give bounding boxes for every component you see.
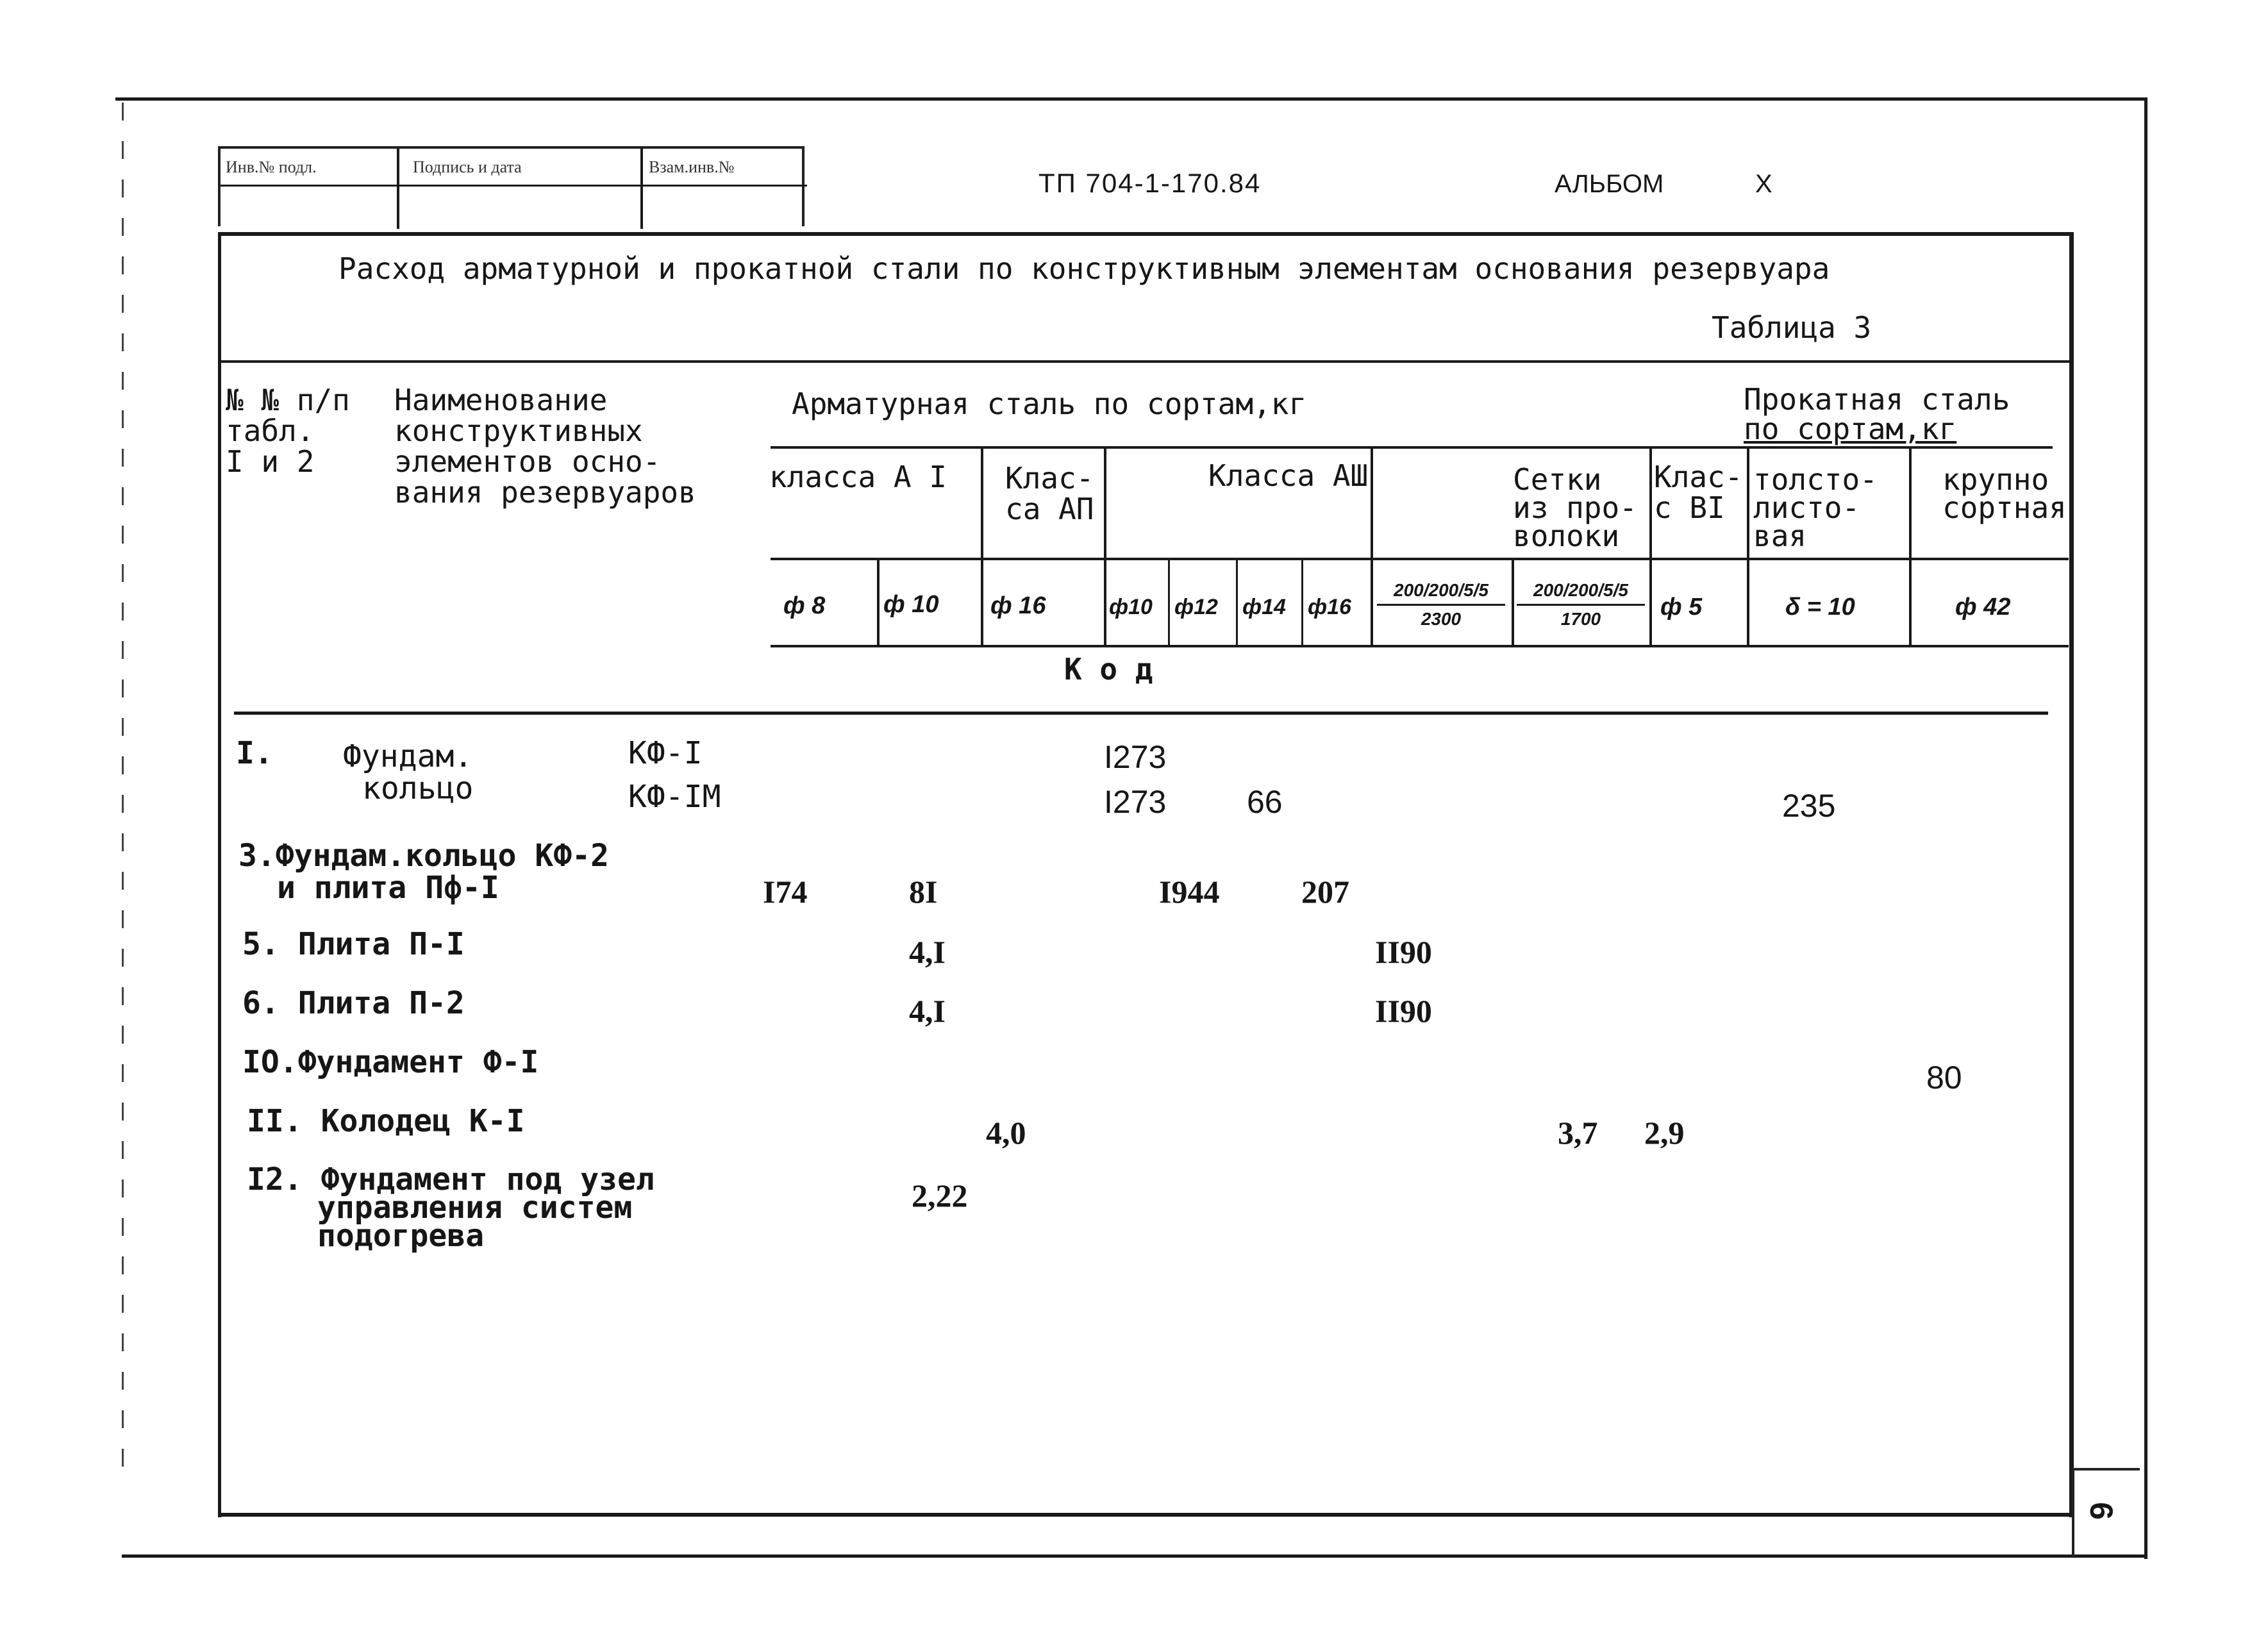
sub-tolsto-10: δ = 10 <box>1785 594 1855 621</box>
row-12-a1-10: 2,22 <box>912 1178 968 1213</box>
header-top-rule <box>221 360 2071 363</box>
body-top-rule <box>234 712 2048 715</box>
table-number-label: Таблица 3 <box>1712 310 1872 345</box>
kod-label: К о д <box>1064 652 1153 687</box>
vline-a1-end <box>981 447 983 647</box>
sheet-top-border <box>115 97 2147 101</box>
row-11-b1: 2,9 <box>1644 1115 1685 1151</box>
row-5-a1-10: 4,I <box>909 934 946 970</box>
frame-left <box>218 232 221 1517</box>
vline-a1-8 <box>877 559 880 647</box>
sheet-right-border <box>2144 97 2147 1559</box>
vline-a3-10 <box>1168 559 1170 647</box>
header-class-rule <box>771 558 2069 560</box>
frame-right <box>2069 232 2074 1517</box>
row-1-kf1m-tolsto: 235 <box>1782 788 1836 824</box>
row-11-label: II. Колодец К-I <box>247 1103 525 1139</box>
row-11-a2-16: 4,0 <box>986 1115 1026 1151</box>
prokat-group-header: Прокатная сталь по сортам,кг <box>1744 382 2010 446</box>
row-5-setka: II90 <box>1375 934 1432 970</box>
sub-a1-10: ф 10 <box>883 591 939 618</box>
sub-setka2-bottom: 1700 <box>1560 609 1601 629</box>
row-3-a3-14: 207 <box>1301 874 1349 910</box>
row-10-krupno: 80 <box>1926 1060 1962 1096</box>
sub-a2-16: ф 16 <box>990 592 1046 619</box>
vline-tolsto-end <box>1909 447 1912 647</box>
class-a1-header: класса А I <box>769 460 947 494</box>
sub-a3-12: ф12 <box>1174 595 1218 619</box>
page-number-box <box>2072 1468 2140 1557</box>
sub-setka1-bottom: 2300 <box>1421 609 1462 629</box>
row-1-kf1m-a3-12: 66 <box>1247 784 1283 820</box>
sub-setka1-top: 200/200/5/5 <box>1394 580 1488 600</box>
album-label: АЛЬБОМ <box>1555 170 1664 198</box>
armat-group-header: Арматурная сталь по сортам,кг <box>792 387 1307 421</box>
row-3-label: 3.Фундам.кольцо КФ-2 и плита Пф-I <box>238 838 609 906</box>
doc-code: ТП 704-1-170.84 <box>1038 168 1262 198</box>
row-6-setka: II90 <box>1375 993 1432 1029</box>
vline-a2-end <box>1104 447 1106 647</box>
row-3-a1-8: I74 <box>763 874 808 910</box>
sub-a3-16: ф16 <box>1308 595 1351 619</box>
table-title: Расход арматурной и прокатной стали по конструктивным элементам основания резервуара <box>338 251 1830 286</box>
col-name-header: Наименование конструктивных элементов осно- вания резервуаров <box>394 383 696 510</box>
row-5-label: 5. Плита П-I <box>242 926 465 962</box>
frame-bottom <box>218 1513 2074 1517</box>
row-12-label: I2. Фундамент под узел управления систем подогрева <box>247 1162 655 1254</box>
col-num-header: № № п/п табл. I и 2 <box>226 383 350 479</box>
class-a2-header: Клас- са АП <box>1005 461 1094 526</box>
row-1-name: Фундам. кольцо <box>343 738 474 806</box>
frac-line-setka2 <box>1517 604 1645 606</box>
row-1-code-kf1m: КФ-IМ <box>628 779 721 815</box>
row-11-setka2: 3,7 <box>1558 1115 1598 1151</box>
page-number: 6 <box>2083 1502 2119 1520</box>
album-number: X <box>1755 170 1772 198</box>
class-a3-header: Класса АШ <box>1208 458 1369 493</box>
stamp-sign-label: Подпись и дата <box>413 158 522 176</box>
row-6-label: 6. Плита П-2 <box>242 985 465 1021</box>
row-3-a1-10: 8I <box>909 874 938 910</box>
vline-a3-12 <box>1236 559 1238 647</box>
stamp-inv-label: Инв.№ подл. <box>226 158 317 176</box>
tolsto-header: толсто- листо- вая <box>1753 462 1878 553</box>
class-b1-header: Клас- с ВI <box>1654 460 1743 525</box>
sheet-bottom-border <box>122 1554 2147 1558</box>
sub-setka2-top: 200/200/5/5 <box>1533 580 1628 600</box>
vline-a3-14 <box>1301 559 1303 647</box>
vline-setka-mid <box>1512 559 1514 647</box>
header-group-rule <box>771 446 2053 449</box>
row-6-a1-10: 4,I <box>909 993 946 1029</box>
header-sub-rule <box>771 645 2069 647</box>
sheet-left-dashed <box>122 103 124 1481</box>
sub-krupno-42: ф 42 <box>1955 594 2011 621</box>
row-1-num: I. <box>236 735 273 771</box>
setki-header: Сетки из про- волоки <box>1513 462 1637 553</box>
vline-a3-end <box>1371 447 1373 647</box>
vline-b1-end <box>1747 447 1749 647</box>
row-1-code-kf1: КФ-I <box>628 735 703 771</box>
sub-a1-8: ф 8 <box>783 592 826 619</box>
frame-top <box>218 232 2074 236</box>
sub-a3-14: ф14 <box>1242 595 1286 619</box>
sub-a3-10: ф10 <box>1109 595 1153 619</box>
stamp-vzam-label: Взам.инв.№ <box>649 158 735 176</box>
vline-setka-end <box>1649 447 1652 647</box>
row-1-kf1-a3-10: I273 <box>1104 739 1167 775</box>
sub-b1-5: ф 5 <box>1660 594 1703 621</box>
frac-line-setka1 <box>1377 604 1505 606</box>
row-1-kf1m-a3-10: I273 <box>1104 784 1167 820</box>
krupno-header: крупно сортная <box>1942 462 2067 525</box>
row-3-a3-12: I944 <box>1159 874 1220 910</box>
stamp-block <box>218 146 805 226</box>
row-10-label: IO.Фундамент Ф-I <box>242 1044 539 1080</box>
